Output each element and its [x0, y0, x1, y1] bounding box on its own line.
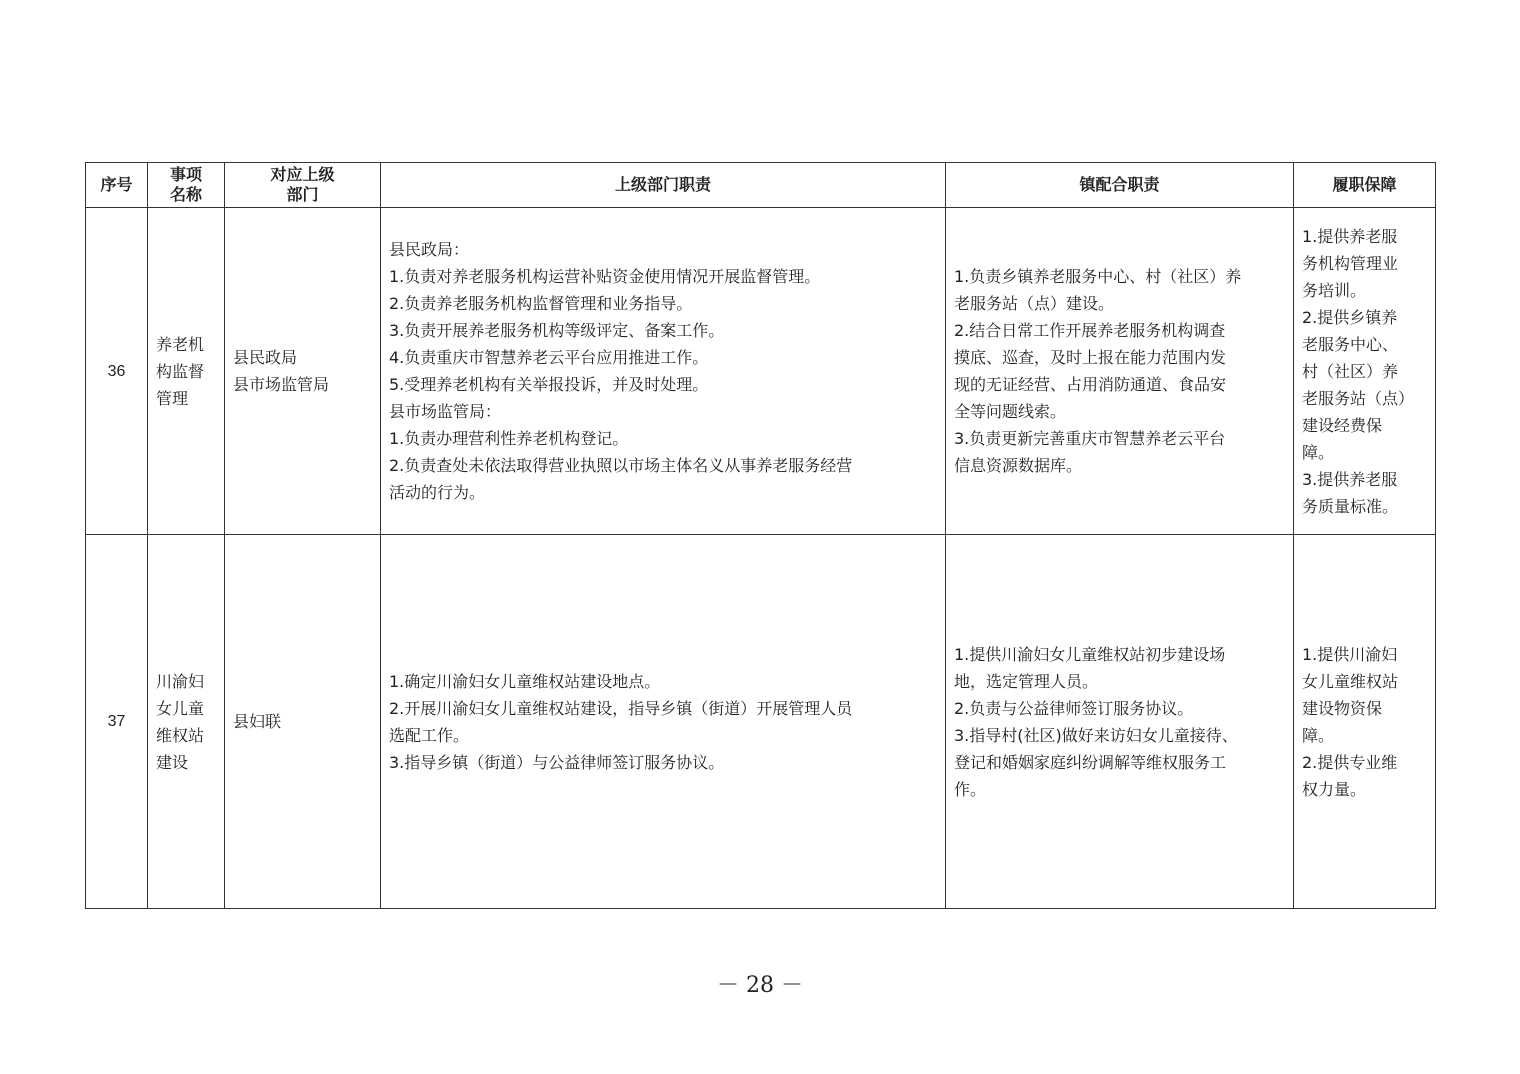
upper-duty-line: 县市场监管局： — [389, 402, 502, 421]
row-guarantee — [1294, 535, 1436, 909]
table-row — [86, 208, 1436, 535]
town-duty-line: 信息资源数据库。 — [954, 456, 1083, 475]
dept-line: 县市场监管局 — [233, 375, 330, 394]
header-row — [86, 163, 1436, 208]
guarantee-line: 建设经费保 — [1302, 415, 1383, 435]
duty-table — [85, 162, 1436, 909]
header-name-line: 事项 — [169, 165, 202, 184]
town-duty-line: 全等问题线索。 — [954, 402, 1067, 421]
row-no: 36 — [86, 208, 148, 535]
guarantee-line: 建设物资保 — [1302, 698, 1383, 718]
guarantee-line: 务培训。 — [1302, 280, 1367, 300]
upper-duty-line: 活动的行为。 — [389, 483, 486, 502]
table-row — [86, 535, 1436, 909]
guarantee-line: 权力量。 — [1302, 779, 1367, 799]
dept-line: 县妇联 — [233, 712, 282, 731]
guarantee-line: 老服务站（点） — [1302, 388, 1415, 408]
guarantee-line: 障。 — [1302, 442, 1335, 462]
dept-line: 县民政局 — [233, 348, 298, 367]
upper-duty-line: 2.负责养老服务机构监督管理和业务指导。 — [389, 294, 693, 313]
town-duty-line: 现的无证经营、占用消防通道、食品安 — [954, 375, 1227, 394]
town-duty-line: 作。 — [954, 779, 987, 799]
header-name-line: 名称 — [169, 185, 202, 204]
upper-duty-line: 3.负责开展养老服务机构等级评定、备案工作。 — [389, 321, 725, 340]
item-name-line: 养老机 — [156, 334, 205, 354]
header-dept — [225, 163, 381, 208]
header-no: 序号 — [86, 163, 148, 208]
guarantee-line: 3.提供养老服 — [1302, 469, 1398, 489]
guarantee-line: 2.提供专业维 — [1302, 752, 1398, 772]
upper-duty-line: 1.负责对养老服务机构运营补贴资金使用情况开展监督管理。 — [389, 267, 821, 286]
guarantee-line: 务质量标准。 — [1302, 496, 1399, 516]
header-town: 镇配合职责 — [946, 163, 1294, 208]
town-duty-line: 摸底、巡查，及时上报在能力范围内发 — [954, 348, 1227, 367]
town-duty-line: 地，选定管理人员。 — [954, 671, 1099, 691]
header-dept-line: 对应上级 — [270, 165, 335, 184]
header-upper: 上级部门职责 — [381, 163, 946, 208]
guarantee-line: 女儿童维权站 — [1302, 671, 1399, 691]
guarantee-line: 障。 — [1302, 725, 1335, 745]
page-number: － 28 － — [717, 973, 803, 998]
guarantee-line: 老服务中心、 — [1302, 334, 1399, 354]
item-name-line: 维权站 — [156, 725, 205, 745]
item-name-line: 构监督 — [156, 361, 205, 381]
guarantee-line: 1.提供川渝妇 — [1302, 644, 1398, 664]
row-upper-duties — [381, 535, 946, 909]
town-duty-line: 1.提供川渝妇女儿童维权站初步建设场 — [954, 644, 1226, 664]
guarantee-line: 务机构管理业 — [1302, 253, 1399, 273]
row-item-name — [148, 535, 225, 909]
item-name-line: 女儿童 — [156, 698, 205, 718]
row-upper-duties — [381, 208, 946, 535]
upper-duty-line: 选配工作。 — [389, 725, 470, 745]
guarantee-line: 村（社区）养 — [1302, 361, 1399, 381]
row-town-duties — [946, 535, 1294, 909]
header-name — [148, 163, 225, 208]
row-no: 37 — [86, 535, 148, 909]
header-dept-line: 部门 — [286, 185, 319, 204]
upper-duty-line: 2.开展川渝妇女儿童维权站建设，指导乡镇（街道）开展管理人员 — [389, 698, 853, 718]
upper-duty-line: 县民政局： — [389, 240, 470, 259]
town-duty-line: 登记和婚姻家庭纠纷调解等维权服务工 — [954, 752, 1227, 772]
upper-duty-line: 2.负责查处未依法取得营业执照以市场主体名义从事养老服务经营 — [389, 456, 853, 475]
item-name-line: 管理 — [156, 388, 189, 408]
guarantee-line: 2.提供乡镇养 — [1302, 307, 1398, 327]
item-name-line: 建设 — [156, 752, 189, 772]
upper-duty-line: 5.受理养老机构有关举报投诉，并及时处理。 — [389, 375, 709, 394]
town-duty-line: 老服务站（点）建设。 — [954, 294, 1115, 313]
row-dept — [225, 208, 381, 535]
row-town-duties — [946, 208, 1294, 535]
row-guarantee — [1294, 208, 1436, 535]
row-dept — [225, 535, 381, 909]
item-name-line: 川渝妇 — [156, 671, 205, 691]
upper-duty-line: 4.负责重庆市智慧养老云平台应用推进工作。 — [389, 348, 709, 367]
town-duty-line: 2.负责与公益律师签订服务协议。 — [954, 698, 1194, 718]
town-duty-line: 1.负责乡镇养老服务中心、村（社区）养 — [954, 267, 1242, 286]
upper-duty-line: 3.指导乡镇（街道）与公益律师签订服务协议。 — [389, 752, 725, 772]
header-guarantee: 履职保障 — [1294, 163, 1436, 208]
row-item-name — [148, 208, 225, 535]
upper-duty-line: 1.负责办理营利性养老机构登记。 — [389, 429, 629, 448]
guarantee-line: 1.提供养老服 — [1302, 226, 1398, 246]
upper-duty-line: 1.确定川渝妇女儿童维权站建设地点。 — [389, 671, 661, 691]
town-duty-line: 3.负责更新完善重庆市智慧养老云平台 — [954, 429, 1226, 448]
town-duty-line: 2.结合日常工作开展养老服务机构调查 — [954, 321, 1226, 340]
town-duty-line: 3.指导村(社区)做好来访妇女儿童接待、 — [954, 725, 1238, 745]
